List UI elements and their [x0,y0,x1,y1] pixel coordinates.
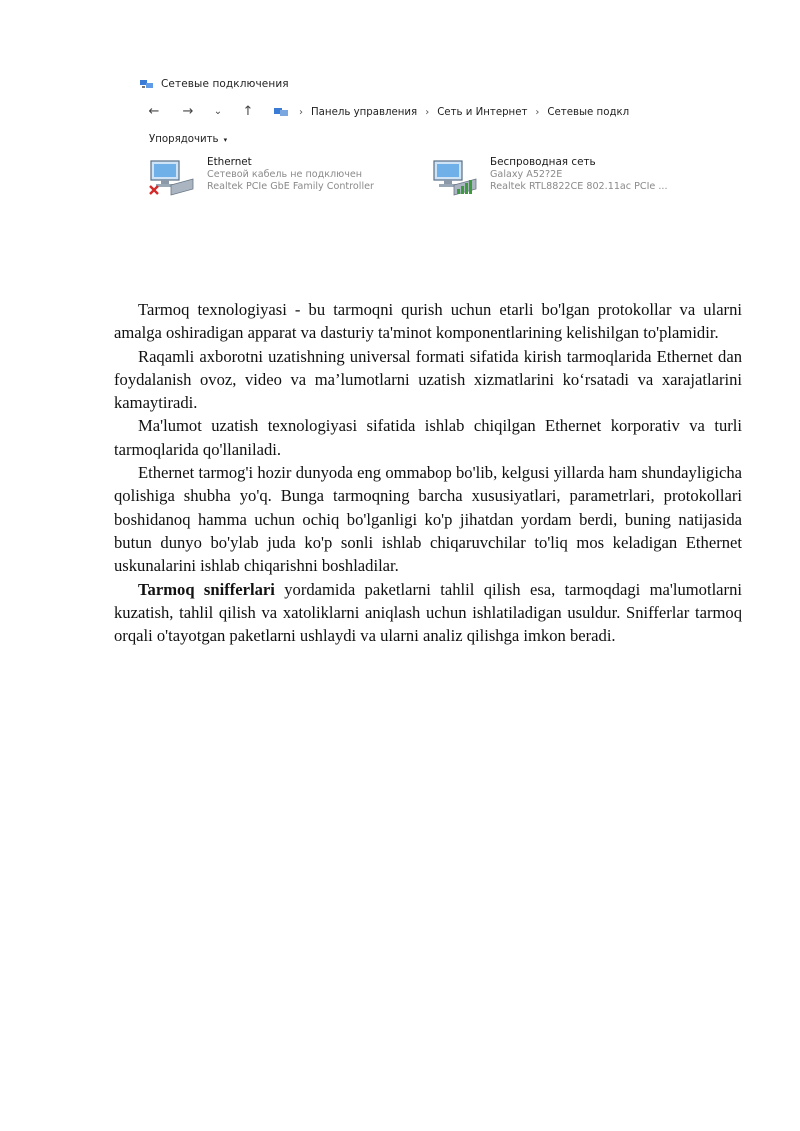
adapter-name: Ethernet [207,156,252,168]
paragraph: Ethernet tarmog'i hozir dunyoda eng ommabop bo'lib, kelgusi yillarda ham shundayligicha qolishiga shubha yo'q. Bunga tarmoqning barcha xususiyatlari, parametrlari, protokollari boshidanoq hamma uchun ochiq bo'lganligi ko'p jihatdan yordam berdi, buning natijasida butun dunyo bo'ylab juda ko'p sonli ishlab chiqaruvchilar to'liq mos keladigan Ethernet uskunalarini ishlab chiqarishni boshladilar. [114,463,742,576]
network-connections-screenshot [137,74,689,206]
breadcrumb [273,107,629,118]
breadcrumb-network-internet[interactable]: Сеть и Интернет [437,106,528,118]
window-title: Сетевые подключения [161,78,289,90]
navigation-bar [137,104,689,120]
paragraph: Tarmoq texnologiyasi - bu tarmoqni qurish uchun etarli bo'lgan protokollar va ularni amalga oshiradigan apparat va dasturiy ta'minot komponentlarining kelishilgan to'plamidir. [114,300,742,343]
network-connections-icon [140,79,154,90]
wireless-network-icon [430,159,480,197]
adapter-ethernet[interactable] [147,156,427,202]
adapter-status: Galaxy A52?2E [490,169,563,180]
breadcrumb-network-connections[interactable]: Сетевые подкл [547,106,630,118]
adapter-wireless[interactable] [430,156,689,202]
breadcrumb-separator: › [299,106,303,118]
paragraph: Ma'lumot uzatish texnologiyasi sifatida ishlab chiqilgan Ethernet korporativ va turli tarmoqlarida qo'llaniladi. [114,416,742,459]
body-text [114,298,742,647]
breadcrumb-separator: › [535,106,540,118]
control-panel-icon [273,107,289,118]
adapter-status: Сетевой кабель не подключен [207,169,363,180]
organize-label: Упорядочить [149,134,219,145]
organize-menu[interactable] [149,134,227,145]
paragraph [114,578,742,648]
adapter-name: Беспроводная сеть [490,156,596,168]
breadcrumb-control-panel[interactable]: Панель управления [311,106,418,118]
back-button[interactable]: ← [148,104,160,119]
chevron-down-icon: ▾ [223,135,228,144]
window-titlebar [137,76,289,92]
adapter-device: Realtek RTL8822CE 802.11ac PCIe ... [490,181,668,192]
paragraph-text: yordamida paketlarni tahlil qilish esa, tarmoqdagi ma'lumotlarni kuzatish, tahlil qilish va xatoliklarni aniqlash uchun ishlatiladigan usuldur. Snifferlar tarmoq orqali o'tayotgan paketlarni ushlaydi va ularni analiz qilishga imkon beradi. [114,579,742,646]
adapter-device: Realtek PCIe GbE Family Controller [207,181,374,192]
breadcrumb-separator: › [425,106,430,118]
bold-term: Tarmoq snifferlari [138,579,275,599]
up-button[interactable]: ↑ [242,104,254,119]
recent-locations-button[interactable]: ⌄ [213,106,223,117]
paragraph: Raqamli axborotni uzatishning universal formati sifatida kirish tarmoqlarida Ethernet dan foydalanish ovoz, video va ma’lumotlarni uzatish xizmatlarini ko‘rsatadi va xarajatlarini kamaytiradi. [114,346,742,413]
ethernet-disconnected-icon [147,159,197,197]
forward-button[interactable]: → [182,104,194,119]
